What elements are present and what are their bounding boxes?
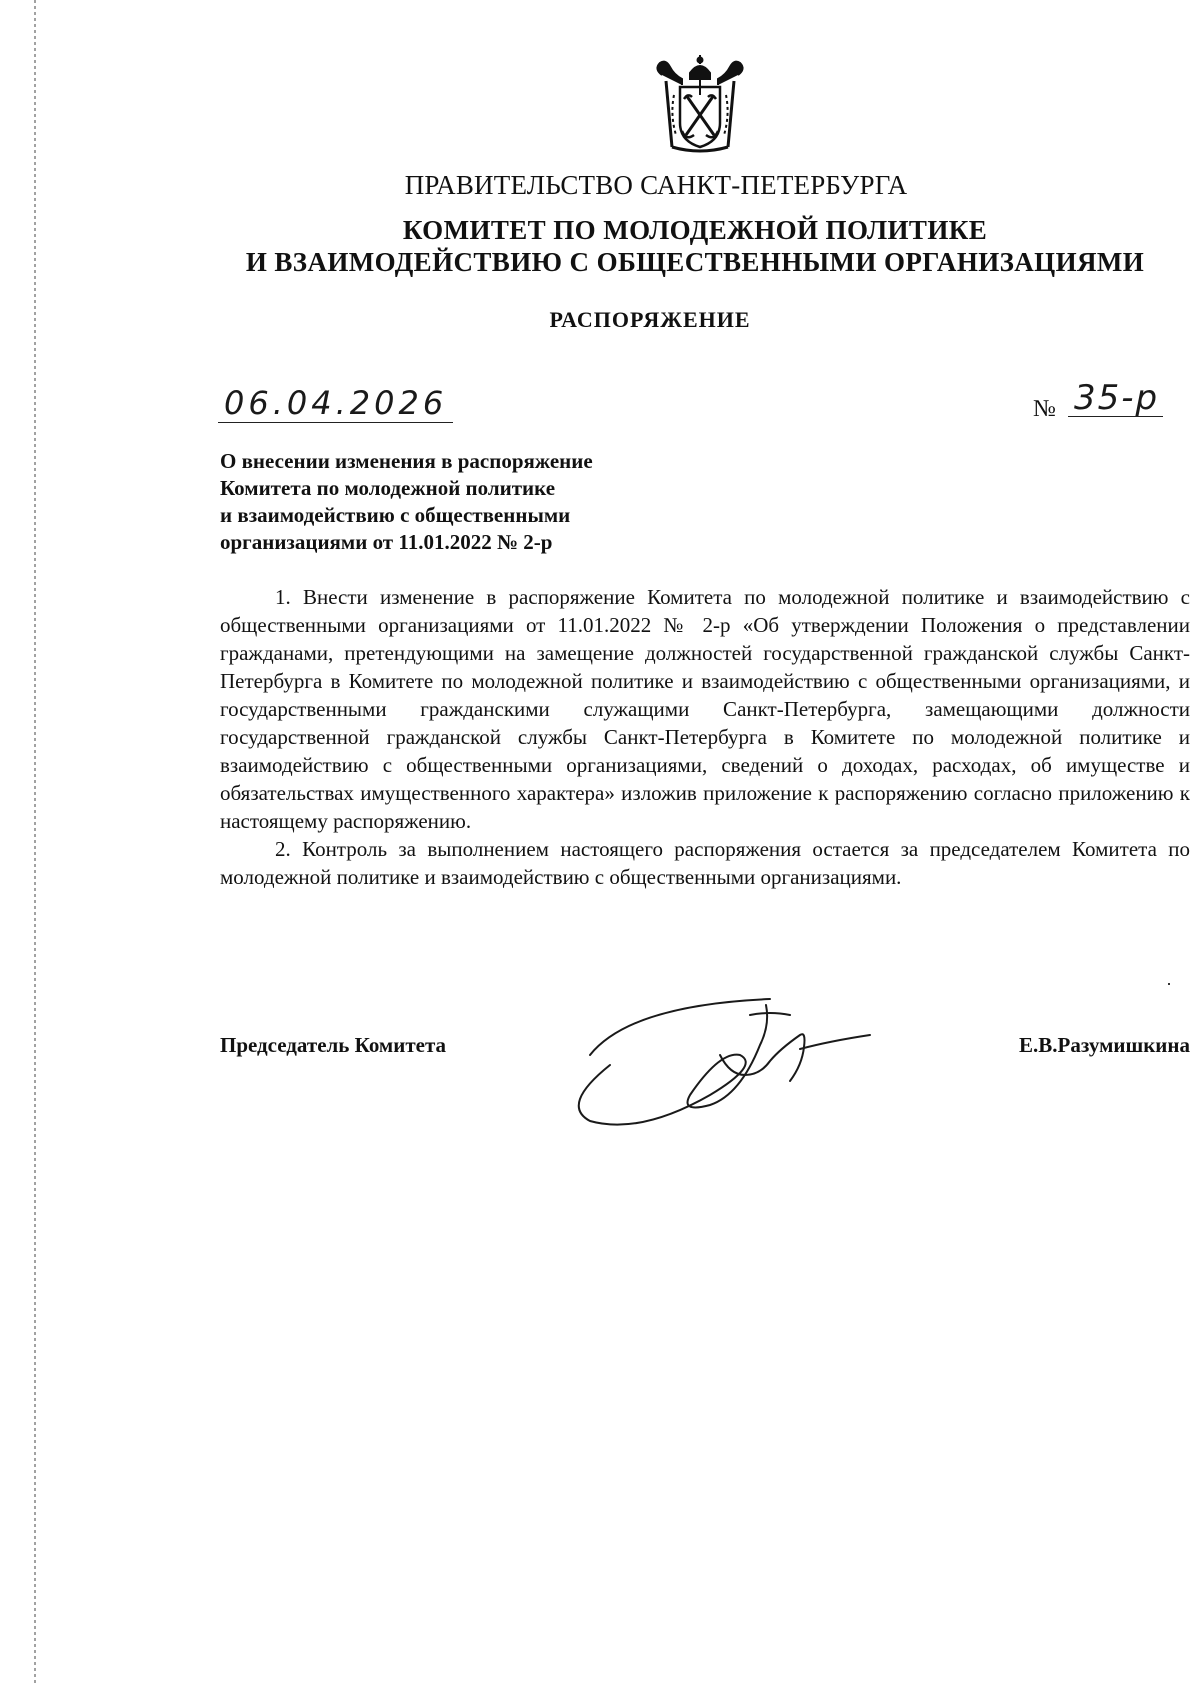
body-paragraph-1: 1. Внести изменение в распоряжение Комитета по молодежной политике и взаимодействию с общественными организациями от 11.01.2022 № 2-р «Об утверждении Положения о представлении гражданами, претендующими на замещение должностей государственной гражданской службы Санкт-Петербурга в Комитете по молодежной политике и взаимодействию с общественными организациями, и государственными гражданскими служащими Санкт-Петербурга, замещающими должности государственной гражданской службы Санкт-Петербурга в Комитете по молодежной политике и взаимодействию с общественными организациями, сведений о доходах, расходах, об имуществе и обязательствах имущественного характера» изложив приложение к распоряжению согласно приложению к настоящему распоряжению. [220,585,1190,833]
document-body [220,583,1190,891]
scan-edge-line [34,0,36,1685]
document-number-label: № [1033,396,1056,422]
handwritten-signature-icon [570,985,890,1135]
document-subject [220,448,690,556]
scan-speck [1168,983,1170,985]
document-date: 06.04.2026 [218,386,453,423]
committee-title-line-1: КОМИТЕТ ПО МОЛОДЕЖНОЙ ПОЛИТИКЕ [402,215,988,245]
subject-line: Комитета по молодежной политике [220,476,556,500]
document-number: 35-р [1068,380,1163,417]
subject-line: и взаимодействию с общественными [220,503,571,527]
document-type: РАСПОРЯЖЕНИЕ [549,307,751,332]
signatory-name: Е.В.Разумишкина [1019,1033,1190,1057]
committee-title-line-2: И ВЗАИМОДЕЙСТВИЮ С ОБЩЕСТВЕННЫМИ ОРГАНИЗАЦИЯМИ [245,247,1145,277]
subject-line: организациями от 11.01.2022 № 2-р [220,530,553,554]
subject-line: О внесении изменения в распоряжение [220,449,593,473]
body-paragraph-2: 2. Контроль за выполнением настоящего распоряжения остается за председателем Комитета по молодежной политике и взаимодействию с общественными организациями. [220,837,1190,889]
signatory-role: Председатель Комитета [220,1033,447,1057]
committee-title [200,214,1200,278]
government-title: ПРАВИТЕЛЬСТВО САНКТ-ПЕТЕРБУРГА [404,170,908,200]
spb-coat-of-arms-icon [652,55,748,155]
